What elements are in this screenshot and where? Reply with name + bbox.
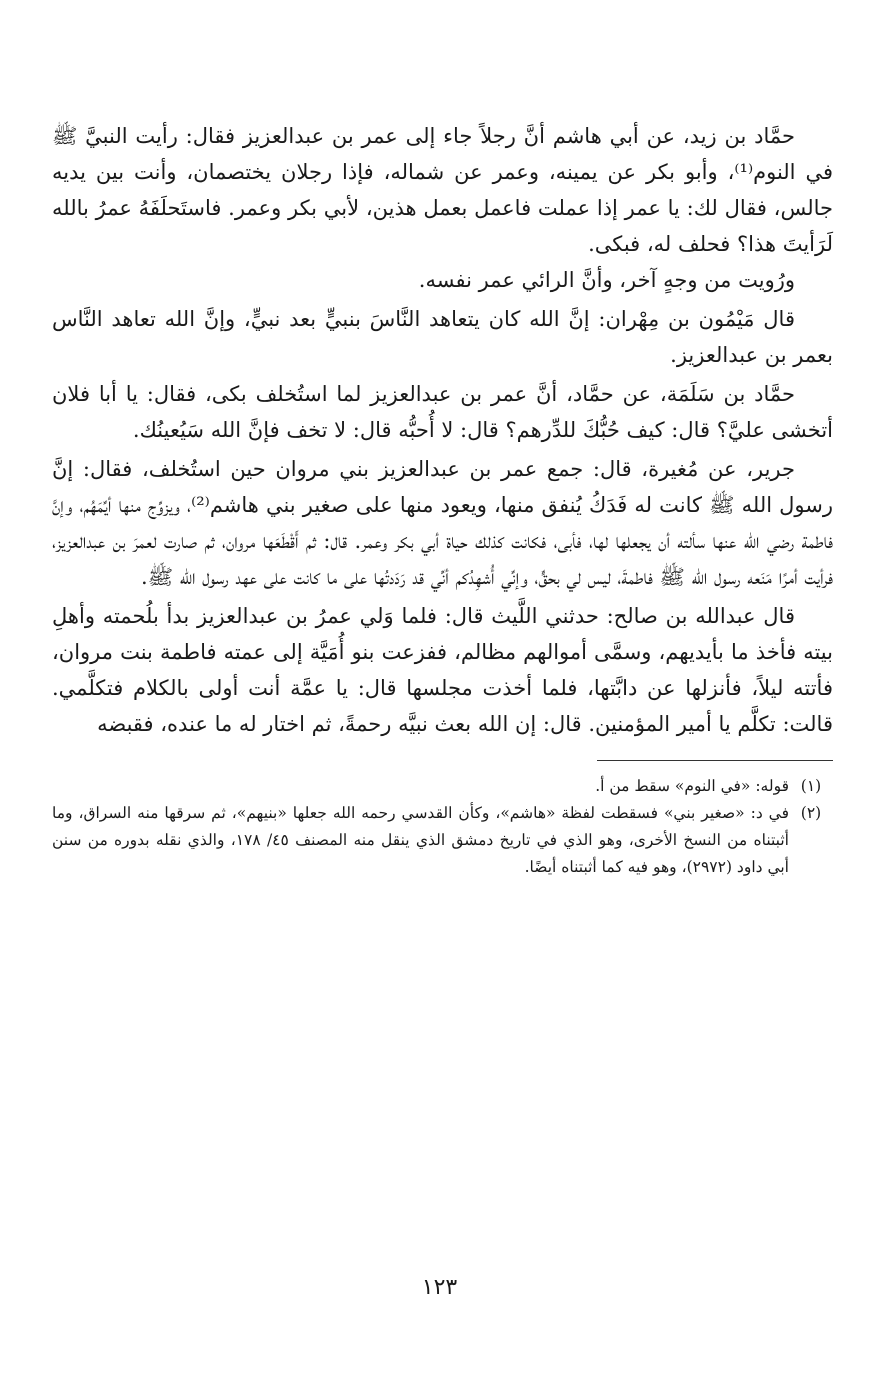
footnote-text: في د: «صغير بني» فسقطت لفظة «هاشم»، وكأن القدسي رحمه الله جعلها «بنيهم»، ثم سرقها منه السراق، وما أثبتناه من النسخ الأخرى، وهو الذي في تاريخ دمشق الذي ينقل منه المصنف ٤٥/ ١٧٨، والذي نقله بدوره من سنن أبي داود (٢٩٧٢)، وهو فيه كما أثبتناه أيضًا. — [52, 804, 789, 876]
paragraph-3: قال مَيْمُون بن مِهْران: إنَّ الله كان يتعاهد النَّاسَ بنبيٍّ بعد نبيٍّ، وإنَّ الله تعاهد النَّاس بعمر بن عبدالعزيز. — [52, 307, 833, 367]
paragraph-5: جرير، عن مُغيرة، قال: جمع عمر بن عبدالعزيز بني مروان حين استُخلف، فقال: إنَّ رسول الله ﷺ كانت له فَدَكُ يُنفق منها، ويعود منها على صغير بني هاشم⁽²⁾، ويزوِّج منها أيِّمَهُم، وإنَّ فاطمة رضي الله عنها سألته أن يجعلها لها، فأبى، فكانت كذلك حياة أبي بكر وعمر. قال: ثم أَقْطَعَها مروان، ثم صارت لعمرَ بن عبدالعزيز، فرأيت أمرًا مَنَعه رسول الله ﷺ فاطمةَ، ليس لي بحقٍّ، وإنِّي أُشهِدُكم أنِّي قد رَدَدتُها على ما كانت على عهد رسول الله ﷺ. — [52, 457, 833, 589]
footnote-divider — [597, 760, 833, 761]
paragraph-1: حمَّاد بن زيد، عن أبي هاشم أنَّ رجلاً جاء إلى عمر بن عبدالعزيز فقال: رأيت النبيَّ ﷺ في النوم⁽¹⁾، وأبو بكر عن يمينه، وعمر عن شماله، فإذا رجلان يختصمان، وأنت بين يديه جالس، فقال لك: يا عمر إذا عملت فاعمل بعمل هذين، لأبي بكر وعمر. فاستَحلَفَهُ عمرُ بالله لَرَأيتَ هذا؟ فحلف له، فبكى. — [52, 124, 833, 256]
footnote-number: (١) — [800, 777, 822, 795]
page-number: ١٢٣ — [421, 1275, 458, 1300]
footnotes — [52, 773, 833, 881]
footnote-item — [52, 800, 833, 881]
paragraph-4: حمَّاد بن سَلَمَة، عن حمَّاد، أنَّ عمر بن عبدالعزيز لما استُخلف بكى، فقال: يا أبا فلان أتخشى عليَّ؟ قال: كيف حُبُّكَ للدِّرهم؟ قال: لا أُحبُّه قال: لا تخف فإنَّ الله سَيُعينُك. — [52, 382, 833, 442]
body-text — [52, 118, 833, 742]
paragraph-2: ورُويت من وجهٍ آخر، وأنَّ الرائي عمر نفسه. — [418, 268, 795, 292]
footnote-number: (٢) — [800, 804, 822, 822]
footnote-item — [52, 773, 833, 800]
paragraph-6: قال عبدالله بن صالح: حدثني اللَّيث قال: فلما وَلي عمرُ بن عبدالعزيز بدأ بلُحمته وأهلِ بيته فأخذ ما بأيديهم، وسمَّى أموالهم مظالم، ففزعت بنو أُمَيَّة إلى عمته فاطمة بنت مروان، فأتته ليلاً، فأنزلها عن دابَّتها، فلما أخذت مجلسها قال: يا عمَّة أنت أولى بالكلام فتكلَّمي. قالت: تكلَّم يا أمير المؤمنين. قال: إن الله بعث نبيَّه رحمةً، ثم اختار له ما عنده، فقبضه — [52, 604, 833, 736]
footnote-text: قوله: «في النوم» سقط من أ. — [595, 777, 789, 795]
